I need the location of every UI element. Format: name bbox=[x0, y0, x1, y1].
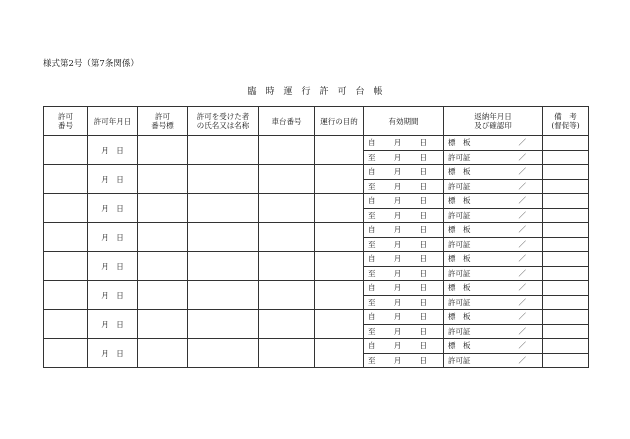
valid-to-cell[interactable] bbox=[364, 150, 444, 165]
remarks-cell[interactable] bbox=[543, 252, 589, 267]
plate-number-cell[interactable] bbox=[138, 252, 188, 281]
permit-date-cell[interactable]: 月 日 bbox=[88, 339, 138, 368]
period-from: 自 月 日 bbox=[368, 254, 427, 264]
return-permit-cell[interactable] bbox=[444, 150, 543, 165]
permit-date-cell[interactable]: 月 日 bbox=[88, 136, 138, 165]
valid-to-cell[interactable] bbox=[364, 353, 444, 368]
table-row bbox=[44, 165, 589, 180]
valid-from-cell[interactable] bbox=[364, 281, 444, 296]
permit-number-cell[interactable] bbox=[44, 339, 88, 368]
return-permit_cert: 許可証 ／ bbox=[448, 210, 526, 220]
return-plate: 標 板 ／ bbox=[448, 138, 526, 148]
return-plate-cell[interactable] bbox=[444, 194, 543, 209]
period-to: 至 月 日 bbox=[368, 210, 427, 220]
permit-date-cell[interactable]: 月 日 bbox=[88, 252, 138, 281]
period-to: 至 月 日 bbox=[368, 326, 427, 336]
plate-number-cell[interactable] bbox=[138, 136, 188, 165]
period-to: 至 月 日 bbox=[368, 181, 427, 191]
remarks-cell[interactable] bbox=[543, 295, 589, 310]
permit-number-cell[interactable] bbox=[44, 165, 88, 194]
valid-from-cell[interactable] bbox=[364, 165, 444, 180]
permit-number-cell[interactable] bbox=[44, 223, 88, 252]
permit-date-cell[interactable]: 月 日 bbox=[88, 194, 138, 223]
return-permit-cell[interactable] bbox=[444, 237, 543, 252]
applicant-name-cell[interactable] bbox=[188, 339, 259, 368]
table-row bbox=[44, 194, 589, 209]
table-row bbox=[44, 310, 589, 325]
purpose-cell[interactable] bbox=[315, 165, 364, 194]
document-title: 臨 時 運 行 許 可 台 帳 bbox=[247, 87, 383, 97]
remarks-cell[interactable] bbox=[543, 136, 589, 151]
return-plate: 標 板 ／ bbox=[448, 312, 526, 322]
chassis-number-cell[interactable] bbox=[259, 281, 315, 310]
return-plate-cell[interactable] bbox=[444, 310, 543, 325]
table-row bbox=[44, 223, 589, 238]
header-chassis-number: 車台番号 bbox=[259, 107, 315, 136]
header-applicant-name: 許可を受けた者 の氏名又は名称 bbox=[188, 107, 259, 136]
period-from: 自 月 日 bbox=[368, 341, 427, 351]
permit-number-cell[interactable] bbox=[44, 310, 88, 339]
return-permit_cert: 許可証 ／ bbox=[448, 297, 526, 307]
return-plate: 標 板 ／ bbox=[448, 254, 526, 264]
remarks-cell[interactable] bbox=[543, 266, 589, 281]
remarks-cell[interactable] bbox=[543, 194, 589, 209]
period-from: 自 月 日 bbox=[368, 225, 427, 235]
valid-to-cell[interactable] bbox=[364, 324, 444, 339]
header-purpose: 運行の目的 bbox=[315, 107, 364, 136]
period-from: 自 月 日 bbox=[368, 138, 427, 148]
return-plate-cell[interactable] bbox=[444, 339, 543, 354]
remarks-cell[interactable] bbox=[543, 237, 589, 252]
chassis-number-cell[interactable] bbox=[259, 252, 315, 281]
period-to: 至 月 日 bbox=[368, 355, 427, 365]
valid-to-cell[interactable] bbox=[364, 208, 444, 223]
return-plate: 標 板 ／ bbox=[448, 196, 526, 206]
remarks-cell[interactable] bbox=[543, 339, 589, 354]
period-to: 至 月 日 bbox=[368, 297, 427, 307]
return-permit_cert: 許可証 ／ bbox=[448, 326, 526, 336]
remarks-cell[interactable] bbox=[543, 281, 589, 296]
return-plate-cell[interactable] bbox=[444, 281, 543, 296]
period-from: 自 月 日 bbox=[368, 167, 427, 177]
remarks-cell[interactable] bbox=[543, 165, 589, 180]
valid-from-cell[interactable] bbox=[364, 136, 444, 151]
return-permit_cert: 許可証 ／ bbox=[448, 239, 526, 249]
return-plate-cell[interactable] bbox=[444, 223, 543, 238]
return-plate-cell[interactable] bbox=[444, 252, 543, 267]
chassis-number-cell[interactable] bbox=[259, 339, 315, 368]
applicant-name-cell[interactable] bbox=[188, 281, 259, 310]
permit-date-cell[interactable]: 月 日 bbox=[88, 223, 138, 252]
chassis-number-cell[interactable] bbox=[259, 310, 315, 339]
return-permit-cell[interactable] bbox=[444, 324, 543, 339]
purpose-cell[interactable] bbox=[315, 339, 364, 368]
return-plate-cell[interactable] bbox=[444, 165, 543, 180]
return-permit_cert: 許可証 ／ bbox=[448, 268, 526, 278]
permit-date-cell[interactable]: 月 日 bbox=[88, 281, 138, 310]
form-code: 様式第2号（第7条関係） bbox=[43, 59, 139, 69]
plate-number-cell[interactable] bbox=[138, 223, 188, 252]
chassis-number-cell[interactable] bbox=[259, 136, 315, 165]
return-plate: 標 板 ／ bbox=[448, 341, 526, 351]
permit-date-cell[interactable]: 月 日 bbox=[88, 165, 138, 194]
permit-number-cell[interactable] bbox=[44, 252, 88, 281]
return-permit-cell[interactable] bbox=[444, 266, 543, 281]
valid-from-cell[interactable] bbox=[364, 339, 444, 354]
table-row bbox=[44, 281, 589, 296]
plate-number-cell[interactable] bbox=[138, 165, 188, 194]
chassis-number-cell[interactable] bbox=[259, 223, 315, 252]
table-row bbox=[44, 339, 589, 354]
period-from: 自 月 日 bbox=[368, 196, 427, 206]
chassis-number-cell[interactable] bbox=[259, 194, 315, 223]
permit-number-cell[interactable] bbox=[44, 136, 88, 165]
plate-number-cell[interactable] bbox=[138, 281, 188, 310]
valid-from-cell[interactable] bbox=[364, 223, 444, 238]
period-to: 至 月 日 bbox=[368, 239, 427, 249]
valid-to-cell[interactable] bbox=[364, 237, 444, 252]
applicant-name-cell[interactable] bbox=[188, 310, 259, 339]
applicant-name-cell[interactable] bbox=[188, 223, 259, 252]
return-plate-cell[interactable] bbox=[444, 136, 543, 151]
period-to: 至 月 日 bbox=[368, 268, 427, 278]
header-permit-number: 許可 番号 bbox=[44, 107, 88, 136]
return-permit-cell[interactable] bbox=[444, 295, 543, 310]
return-permit_cert: 許可証 ／ bbox=[448, 152, 526, 162]
valid-from-cell[interactable] bbox=[364, 194, 444, 209]
header-permit-date: 許可年月日 bbox=[88, 107, 138, 136]
remarks-cell[interactable] bbox=[543, 208, 589, 223]
valid-to-cell[interactable] bbox=[364, 179, 444, 194]
applicant-name-cell[interactable] bbox=[188, 136, 259, 165]
return-permit_cert: 許可証 ／ bbox=[448, 355, 526, 365]
header-plate-number: 許可 番号標 bbox=[138, 107, 188, 136]
return-permit-cell[interactable] bbox=[444, 179, 543, 194]
table-row bbox=[44, 136, 589, 151]
period-from: 自 月 日 bbox=[368, 312, 427, 322]
return-plate: 標 板 ／ bbox=[448, 225, 526, 235]
ledger-table bbox=[43, 106, 589, 368]
period-from: 自 月 日 bbox=[368, 283, 427, 293]
valid-from-cell[interactable] bbox=[364, 252, 444, 267]
return-plate: 標 板 ／ bbox=[448, 283, 526, 293]
remarks-cell[interactable] bbox=[543, 179, 589, 194]
plate-number-cell[interactable] bbox=[138, 339, 188, 368]
remarks-cell[interactable] bbox=[543, 324, 589, 339]
return-permit_cert: 許可証 ／ bbox=[448, 181, 526, 191]
remarks-cell[interactable] bbox=[543, 310, 589, 325]
header-remarks: 備 考 (督促等) bbox=[543, 107, 589, 136]
return-permit-cell[interactable] bbox=[444, 353, 543, 368]
table-row bbox=[44, 252, 589, 267]
plate-number-cell[interactable] bbox=[138, 310, 188, 339]
purpose-cell[interactable] bbox=[315, 310, 364, 339]
applicant-name-cell[interactable] bbox=[188, 194, 259, 223]
return-plate: 標 板 ／ bbox=[448, 167, 526, 177]
purpose-cell[interactable] bbox=[315, 194, 364, 223]
valid-to-cell[interactable] bbox=[364, 295, 444, 310]
purpose-cell[interactable] bbox=[315, 281, 364, 310]
permit-number-cell[interactable] bbox=[44, 281, 88, 310]
purpose-cell[interactable] bbox=[315, 136, 364, 165]
header-valid-period: 有効期間 bbox=[364, 107, 444, 136]
applicant-name-cell[interactable] bbox=[188, 252, 259, 281]
chassis-number-cell[interactable] bbox=[259, 165, 315, 194]
remarks-cell[interactable] bbox=[543, 150, 589, 165]
permit-date-cell[interactable]: 月 日 bbox=[88, 310, 138, 339]
purpose-cell[interactable] bbox=[315, 252, 364, 281]
header-return-date: 返納年月日 及び確認印 bbox=[444, 107, 543, 136]
plate-number-cell[interactable] bbox=[138, 194, 188, 223]
remarks-cell[interactable] bbox=[543, 353, 589, 368]
valid-from-cell[interactable] bbox=[364, 310, 444, 325]
purpose-cell[interactable] bbox=[315, 223, 364, 252]
remarks-cell[interactable] bbox=[543, 223, 589, 238]
return-permit-cell[interactable] bbox=[444, 208, 543, 223]
period-to: 至 月 日 bbox=[368, 152, 427, 162]
valid-to-cell[interactable] bbox=[364, 266, 444, 281]
header-row bbox=[44, 107, 589, 136]
permit-number-cell[interactable] bbox=[44, 194, 88, 223]
applicant-name-cell[interactable] bbox=[188, 165, 259, 194]
